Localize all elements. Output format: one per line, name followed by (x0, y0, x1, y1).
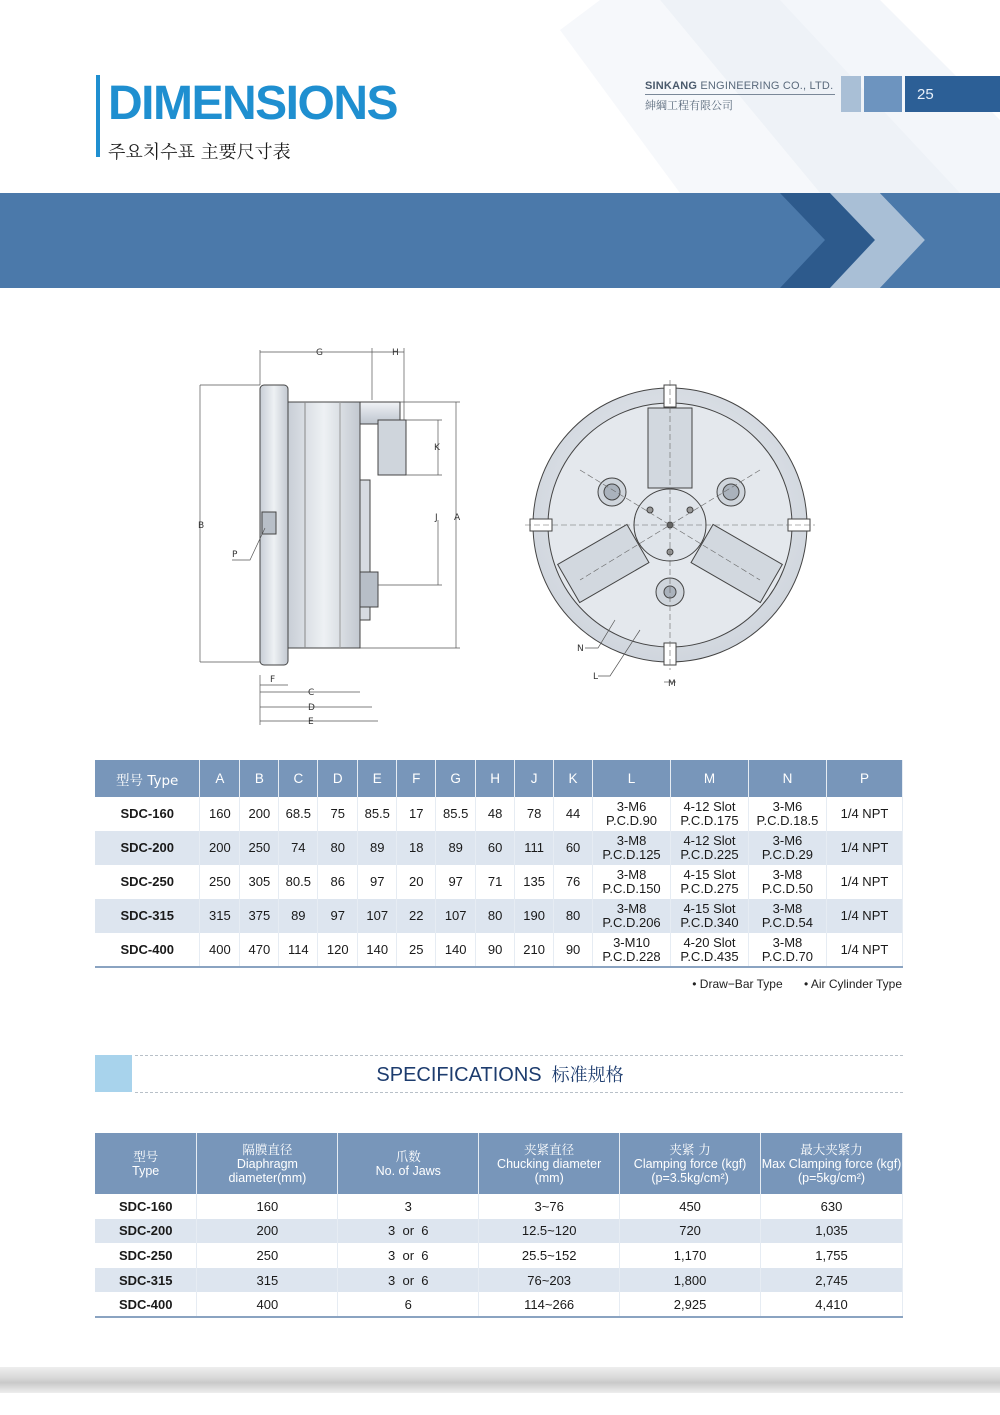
cell-n-line2: P.C.D.54 (761, 915, 813, 930)
header-a: A (200, 760, 240, 797)
cell-c: 68.5 (279, 797, 318, 831)
spec-cell-clamping: 2,925 (620, 1292, 761, 1317)
technical-drawing (0, 330, 1000, 740)
spec-header-chucking-en: Chucking diameter (497, 1156, 602, 1171)
spec-heading (0, 1061, 1000, 1087)
spec-cell-diaphragm: 160 (197, 1194, 338, 1219)
spec-cell-clamping: 1,800 (620, 1268, 761, 1293)
cell-g: 107 (436, 899, 476, 933)
cell-h: 60 (476, 831, 515, 865)
spec-header-type-en: Type (132, 1163, 160, 1178)
spec-cell-clamping: 1,170 (620, 1243, 761, 1268)
label-n: N (577, 644, 584, 654)
table-row (95, 1243, 903, 1268)
cell-n-line1: 3-M6 (772, 833, 803, 848)
cell-n (748, 933, 826, 967)
cell-a: 250 (200, 865, 240, 899)
cell-h: 71 (476, 865, 515, 899)
cell-e: 85.5 (358, 797, 397, 831)
header-square-mid (864, 76, 902, 112)
cell-d: 80 (318, 831, 358, 865)
title-accent-bar (96, 75, 100, 157)
spec-cell-jaws: 6 (338, 1292, 479, 1317)
table-row (95, 831, 903, 865)
spec-header-diaphragm-en: Diaphragm (236, 1156, 298, 1171)
cell-c: 80.5 (279, 865, 318, 899)
spec-header-jaws-en: No. of Jaws (375, 1163, 441, 1178)
cell-n-line2: P.C.D.29 (761, 847, 813, 862)
side-view (260, 385, 406, 665)
cell-m-line1: 4-15 Slot (683, 867, 736, 882)
page-title: DIMENSIONS (108, 77, 398, 130)
spec-cell-chucking: 3~76 (479, 1194, 620, 1219)
cell-b: 250 (240, 831, 279, 865)
cell-l-line1: 3-M6 (616, 799, 647, 814)
cell-n-line1: 3-M8 (772, 934, 803, 950)
spec-cell-model: SDC-200 (95, 1219, 197, 1244)
label-h: H (392, 348, 399, 358)
cell-b: 305 (240, 865, 279, 899)
cell-a: 160 (200, 797, 240, 831)
cell-l-line1: 3-M8 (616, 833, 647, 848)
company-name-bold: SINKANG (645, 80, 698, 92)
cell-n-line1: 3-M8 (772, 901, 803, 916)
spec-divider-bottom (135, 1092, 903, 1093)
spec-header-max-clamping-cn: 最大夹紧力 (800, 1141, 863, 1157)
cell-j: 135 (515, 865, 554, 899)
specifications-table (95, 1133, 903, 1318)
spec-header-chucking-unit: (mm) (534, 1170, 564, 1185)
cell-h: 80 (476, 899, 515, 933)
cell-n-line1: 3-M6 (772, 799, 803, 814)
cell-f: 17 (397, 797, 436, 831)
cell-model: SDC-200 (95, 831, 200, 865)
spec-divider-top (135, 1055, 903, 1056)
spec-cell-max-clamping: 1,035 (761, 1219, 903, 1244)
header-h: H (476, 760, 515, 797)
header-f: F (397, 760, 436, 797)
spec-header-clamping-unit: (p=3.5kg/cm²) (651, 1170, 729, 1185)
cell-g: 89 (436, 831, 476, 865)
cell-j: 78 (515, 797, 554, 831)
label-m: M (668, 679, 676, 689)
cell-b: 200 (240, 797, 279, 831)
cell-b: 470 (240, 933, 279, 967)
spec-header-clamping (620, 1133, 761, 1194)
header-j: J (515, 760, 554, 797)
header-n: N (748, 760, 826, 797)
cell-e: 140 (358, 933, 397, 967)
cell-f: 22 (397, 899, 436, 933)
cell-m (671, 831, 749, 865)
label-k: K (434, 443, 440, 453)
label-b: B (198, 521, 205, 531)
cell-m-line1: 4-20 Slot (683, 934, 736, 950)
spec-cell-diaphragm: 250 (197, 1243, 338, 1268)
label-j: J (435, 513, 438, 523)
cell-k: 44 (554, 797, 593, 831)
cell-m-line2: P.C.D.435 (680, 948, 739, 964)
spec-cell-model: SDC-315 (95, 1268, 197, 1293)
cell-j: 190 (515, 899, 554, 933)
cell-k: 60 (554, 831, 593, 865)
spec-cell-model: SDC-400 (95, 1292, 197, 1317)
cell-m-line2: P.C.D.175 (680, 813, 739, 828)
cell-h: 48 (476, 797, 515, 831)
cell-c: 114 (279, 933, 318, 967)
cell-p: 1/4 NPT (826, 899, 902, 933)
cell-f: 20 (397, 865, 436, 899)
cell-n (748, 899, 826, 933)
page-number: 25 (917, 85, 934, 103)
cell-n-line2: P.C.D.18.5 (756, 813, 819, 828)
spec-cell-diaphragm: 400 (197, 1292, 338, 1317)
footer-bar (0, 1367, 1000, 1393)
spec-header-chucking-cn: 夹紧直径 (524, 1141, 575, 1157)
spec-header-max-clamping-en: Max Clamping force (kgf) (761, 1156, 902, 1171)
label-p: P (232, 550, 238, 560)
spec-header-diaphragm-unit: diameter(mm) (228, 1170, 307, 1185)
spec-cell-chucking: 76~203 (479, 1268, 620, 1293)
cell-d: 86 (318, 865, 358, 899)
spec-cell-max-clamping: 2,745 (761, 1268, 903, 1293)
cell-e: 89 (358, 831, 397, 865)
spec-header-row (95, 1133, 903, 1194)
table-row (95, 1292, 903, 1317)
spec-cell-jaws: 3 (338, 1194, 479, 1219)
cell-model: SDC-315 (95, 899, 200, 933)
cell-b: 375 (240, 899, 279, 933)
cell-k: 90 (554, 933, 593, 967)
cell-m-line2: P.C.D.340 (680, 915, 739, 930)
table-row (95, 797, 903, 831)
cell-model: SDC-250 (95, 865, 200, 899)
cell-m (671, 899, 749, 933)
cell-g: 85.5 (436, 797, 476, 831)
cell-l-line2: P.C.D.228 (602, 948, 661, 964)
cell-m (671, 933, 749, 967)
spec-cell-jaws: 3 or 6 (338, 1243, 479, 1268)
label-d: D (308, 703, 315, 713)
spec-header-clamping-cn: 夹紧 力 (669, 1141, 711, 1157)
spec-header-jaws-cn: 爪数 (395, 1148, 421, 1164)
cell-e: 107 (358, 899, 397, 933)
spec-header-jaws (338, 1133, 479, 1194)
cell-n (748, 797, 826, 831)
spec-cell-diaphragm: 200 (197, 1219, 338, 1244)
cell-l (593, 831, 671, 865)
cell-e: 97 (358, 865, 397, 899)
cell-m-line1: 4-15 Slot (683, 901, 736, 916)
cell-h: 90 (476, 933, 515, 967)
cell-j: 111 (515, 831, 554, 865)
header-p: P (826, 760, 902, 797)
spec-cell-clamping: 450 (620, 1194, 761, 1219)
cell-c: 74 (279, 831, 318, 865)
header-d: D (318, 760, 358, 797)
cell-m-line2: P.C.D.275 (680, 881, 739, 896)
table-row (95, 899, 903, 933)
cell-l (593, 797, 671, 831)
table-row (95, 1268, 903, 1293)
spec-cell-chucking: 114~266 (479, 1292, 620, 1317)
spec-cell-jaws: 3 or 6 (338, 1268, 479, 1293)
label-g: G (316, 348, 323, 358)
spec-cell-diaphragm: 315 (197, 1268, 338, 1293)
spec-cell-chucking: 25.5~152 (479, 1243, 620, 1268)
cell-a: 315 (200, 899, 240, 933)
cell-n-line2: P.C.D.50 (761, 881, 813, 896)
cell-l-line2: P.C.D.206 (602, 915, 661, 930)
cell-n-line1: 3-M8 (772, 867, 803, 882)
page-subtitle: 주요치수표 主要尺寸表 (108, 142, 291, 163)
cell-p: 1/4 NPT (826, 797, 902, 831)
cell-d: 120 (318, 933, 358, 967)
spec-cell-max-clamping: 1,755 (761, 1243, 903, 1268)
label-f: F (270, 675, 276, 685)
cell-n (748, 831, 826, 865)
cell-l (593, 865, 671, 899)
cell-l (593, 933, 671, 967)
cell-l-line2: P.C.D.150 (602, 881, 661, 896)
header-g: G (436, 760, 476, 797)
table-row (95, 865, 903, 899)
legend-air-cylinder: • Air Cylinder Type (803, 977, 902, 991)
page-number-box (905, 76, 1000, 112)
spec-header-max-clamping-unit: (p=5kg/cm²) (798, 1170, 866, 1185)
spec-header-type (95, 1133, 197, 1194)
table-row (95, 1194, 903, 1219)
cell-c: 89 (279, 899, 318, 933)
cell-m-line2: P.C.D.225 (680, 847, 739, 862)
label-e: E (308, 717, 314, 727)
table-legend (674, 977, 902, 991)
spec-header-chucking (479, 1133, 620, 1194)
spec-cell-max-clamping: 630 (761, 1194, 903, 1219)
header-m: M (671, 760, 749, 797)
table-row (95, 1219, 903, 1244)
header-b: B (240, 760, 279, 797)
cell-f: 25 (397, 933, 436, 967)
dimensions-table (95, 760, 903, 968)
spec-cell-jaws: 3 or 6 (338, 1219, 479, 1244)
spec-header-max-clamping (761, 1133, 903, 1194)
cell-n-line2: P.C.D.70 (761, 948, 813, 964)
cell-model: SDC-400 (95, 933, 200, 967)
cell-l (593, 899, 671, 933)
cell-m-line1: 4-12 Slot (683, 833, 736, 848)
cell-p: 1/4 NPT (826, 831, 902, 865)
cell-p: 1/4 NPT (826, 933, 902, 967)
spec-header-diaphragm (197, 1133, 338, 1194)
header-square-light (841, 76, 861, 112)
spec-header-clamping-en: Clamping force (kgf) (633, 1156, 747, 1171)
spec-cell-chucking: 12.5~120 (479, 1219, 620, 1244)
cell-d: 97 (318, 899, 358, 933)
company-divider (645, 94, 835, 95)
cell-a: 400 (200, 933, 240, 967)
header-k: K (554, 760, 593, 797)
spec-title: SPECIFICATIONS (376, 1064, 542, 1086)
cell-l-line2: P.C.D.90 (605, 813, 658, 828)
header-l: L (593, 760, 671, 797)
spec-header-diaphragm-cn: 隔膜直径 (242, 1141, 293, 1157)
label-l: L (593, 672, 599, 682)
header-e: E (358, 760, 397, 797)
cell-n (748, 865, 826, 899)
spec-cell-clamping: 720 (620, 1219, 761, 1244)
cell-l-line1: 3-M8 (616, 867, 647, 882)
cell-g: 97 (436, 865, 476, 899)
spec-cell-model: SDC-160 (95, 1194, 197, 1219)
company-name-rest: ENGINEERING CO., LTD. (697, 80, 834, 92)
cell-f: 18 (397, 831, 436, 865)
cell-m-line1: 4-12 Slot (683, 799, 736, 814)
cell-m (671, 797, 749, 831)
cell-p: 1/4 NPT (826, 865, 902, 899)
cell-k: 76 (554, 865, 593, 899)
cell-g: 140 (436, 933, 476, 967)
dimensions-header-row (95, 760, 903, 797)
table-row (95, 933, 903, 967)
cell-model: SDC-160 (95, 797, 200, 831)
company-name (645, 80, 833, 92)
header-c: C (279, 760, 318, 797)
header-type: 型号 Type (95, 760, 200, 797)
spec-title-cn: 标准规格 (551, 1065, 624, 1086)
legend-draw-bar: • Draw−Bar Type (692, 977, 783, 991)
cell-m (671, 865, 749, 899)
label-c: C (308, 688, 315, 698)
spec-header-type-cn: 型号 (133, 1148, 159, 1164)
cell-k: 80 (554, 899, 593, 933)
spec-cell-model: SDC-250 (95, 1243, 197, 1268)
label-a: A (454, 513, 461, 523)
cell-d: 75 (318, 797, 358, 831)
cell-l-line1: 3-M10 (613, 934, 650, 950)
header-band (0, 193, 1000, 288)
cell-l-line2: P.C.D.125 (602, 847, 661, 862)
cell-a: 200 (200, 831, 240, 865)
cell-l-line1: 3-M8 (616, 901, 647, 916)
cell-j: 210 (515, 933, 554, 967)
spec-cell-max-clamping: 4,410 (761, 1292, 903, 1317)
company-name-cn: 紳綱工程有限公司 (645, 99, 733, 112)
